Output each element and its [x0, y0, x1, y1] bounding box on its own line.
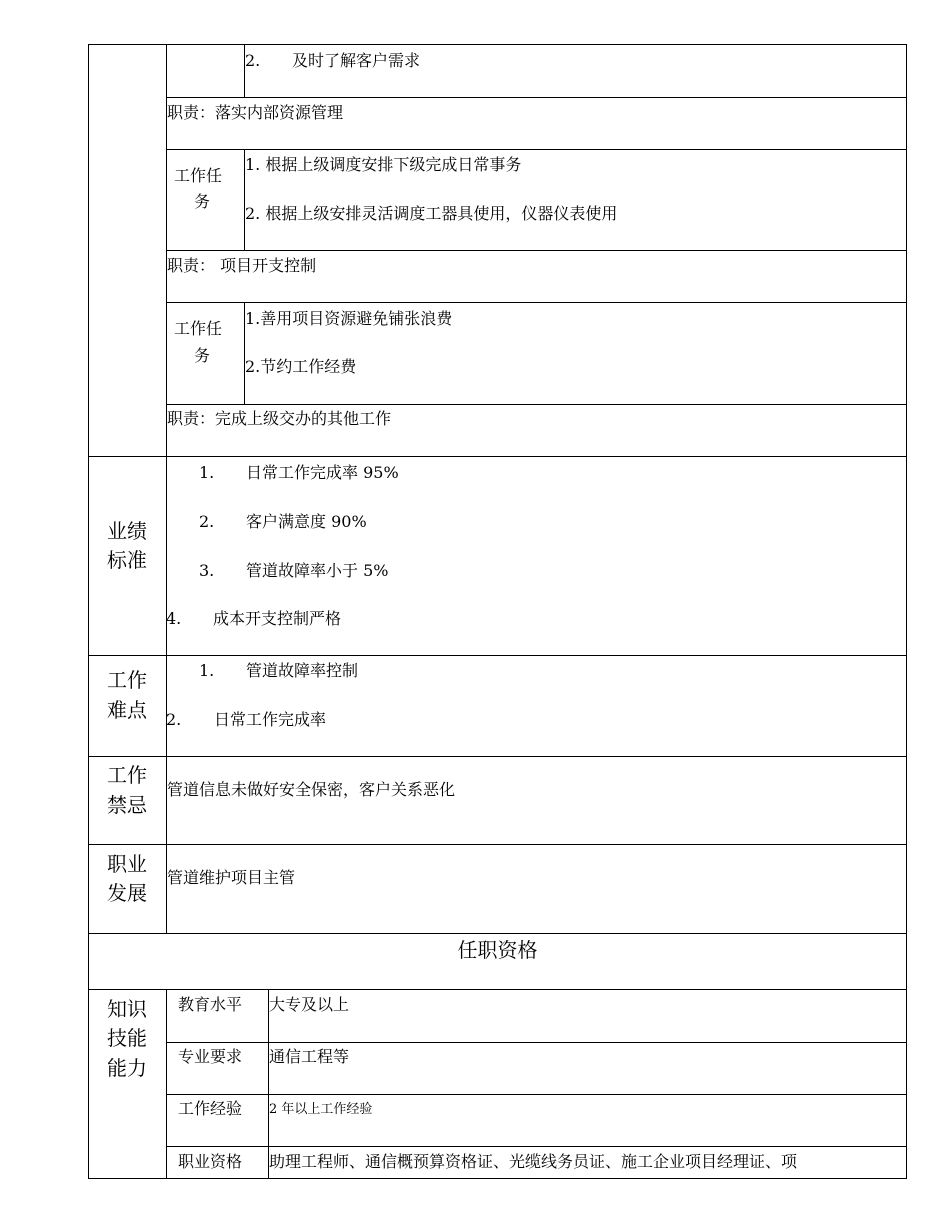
performance-item-text: 管道故障率小于 5%	[246, 561, 389, 580]
task-label: 务	[194, 346, 211, 365]
qual-row-line	[166, 1146, 907, 1147]
label-column-line-2	[166, 990, 167, 1179]
career-label: 发展	[107, 881, 147, 905]
career-label: 职业	[107, 852, 147, 876]
qual-value: 2 年以上工作经验	[269, 1102, 373, 1117]
qual-key: 职业资格	[178, 1152, 243, 1171]
qual-row-line	[166, 1094, 907, 1095]
qual-value: 助理工程师、通信概预算资格证、光缆线务员证、施工企业项目经理证、项	[269, 1152, 798, 1171]
section-line	[88, 933, 907, 934]
difficulties-label: 难点	[107, 698, 147, 722]
task-label: 工作任	[174, 319, 223, 338]
section-line	[88, 456, 907, 457]
qual-key: 工作经验	[178, 1099, 243, 1118]
qual-key: 教育水平	[178, 995, 243, 1014]
task-label: 务	[194, 192, 211, 211]
row-line	[166, 149, 907, 150]
performance-label: 业绩	[107, 519, 147, 543]
duty-title: 职责：完成上级交办的其他工作	[167, 409, 392, 428]
difficulty-item-text: 日常工作完成率	[214, 710, 327, 729]
task-item: 1.善用项目资源避免铺张浪费	[245, 309, 453, 328]
difficulty-item-number: 1.	[199, 661, 215, 680]
qual-key: 专业要求	[178, 1047, 243, 1066]
task-item: 2. 根据上级安排灵活调度工器具使用，仪器仪表使用	[245, 204, 618, 223]
top-border	[88, 44, 907, 45]
duty-title: 职责：落实内部资源管理	[167, 103, 344, 122]
career-text: 管道维护项目主管	[167, 868, 296, 887]
taboos-label: 工作	[107, 763, 147, 787]
performance-item-text: 日常工作完成率 95%	[246, 463, 399, 482]
task-item-number: 2.	[245, 51, 261, 70]
row-line	[166, 97, 907, 98]
task-item: 1. 根据上级调度安排下级完成日常事务	[245, 155, 522, 174]
qual-value: 通信工程等	[269, 1047, 350, 1066]
qual-key-line	[268, 990, 269, 1179]
performance-item-number: 1.	[199, 463, 215, 482]
performance-item-number: 4.	[166, 609, 182, 628]
difficulty-item-number: 2.	[166, 710, 182, 729]
difficulty-item-text: 管道故障率控制	[246, 661, 359, 680]
qualifications-label: 技能	[107, 1026, 147, 1050]
taboos-label: 禁忌	[107, 793, 147, 817]
taboos-text: 管道信息未做好安全保密，客户关系恶化	[167, 780, 456, 799]
qual-value: 大专及以上	[269, 995, 350, 1014]
performance-item-number: 3.	[199, 561, 215, 580]
label-column-line	[166, 44, 167, 934]
row-line	[166, 302, 907, 303]
performance-label: 标准	[107, 548, 147, 572]
section-line	[88, 989, 907, 990]
duty-title: 职责： 项目开支控制	[167, 256, 317, 275]
performance-item-number: 2.	[199, 512, 215, 531]
border-left	[88, 44, 89, 1179]
performance-item-text: 成本开支控制严格	[213, 609, 342, 628]
qualifications-heading: 任职资格	[457, 938, 538, 962]
difficulties-label: 工作	[107, 668, 147, 692]
row-line	[166, 404, 907, 405]
qual-row-line	[166, 1042, 907, 1043]
section-line	[88, 756, 907, 757]
qualifications-label: 知识	[107, 997, 147, 1021]
performance-item-text: 客户满意度 90%	[246, 512, 367, 531]
task-label: 工作任	[174, 166, 223, 185]
section-line	[88, 844, 907, 845]
row-line	[166, 250, 907, 251]
task-item-text: 及时了解客户需求	[292, 51, 421, 70]
section-line	[88, 655, 907, 656]
bottom-border	[88, 1178, 907, 1179]
qualifications-label: 能力	[107, 1056, 147, 1080]
task-item: 2.节约工作经费	[245, 357, 357, 376]
border-right	[906, 44, 907, 1179]
